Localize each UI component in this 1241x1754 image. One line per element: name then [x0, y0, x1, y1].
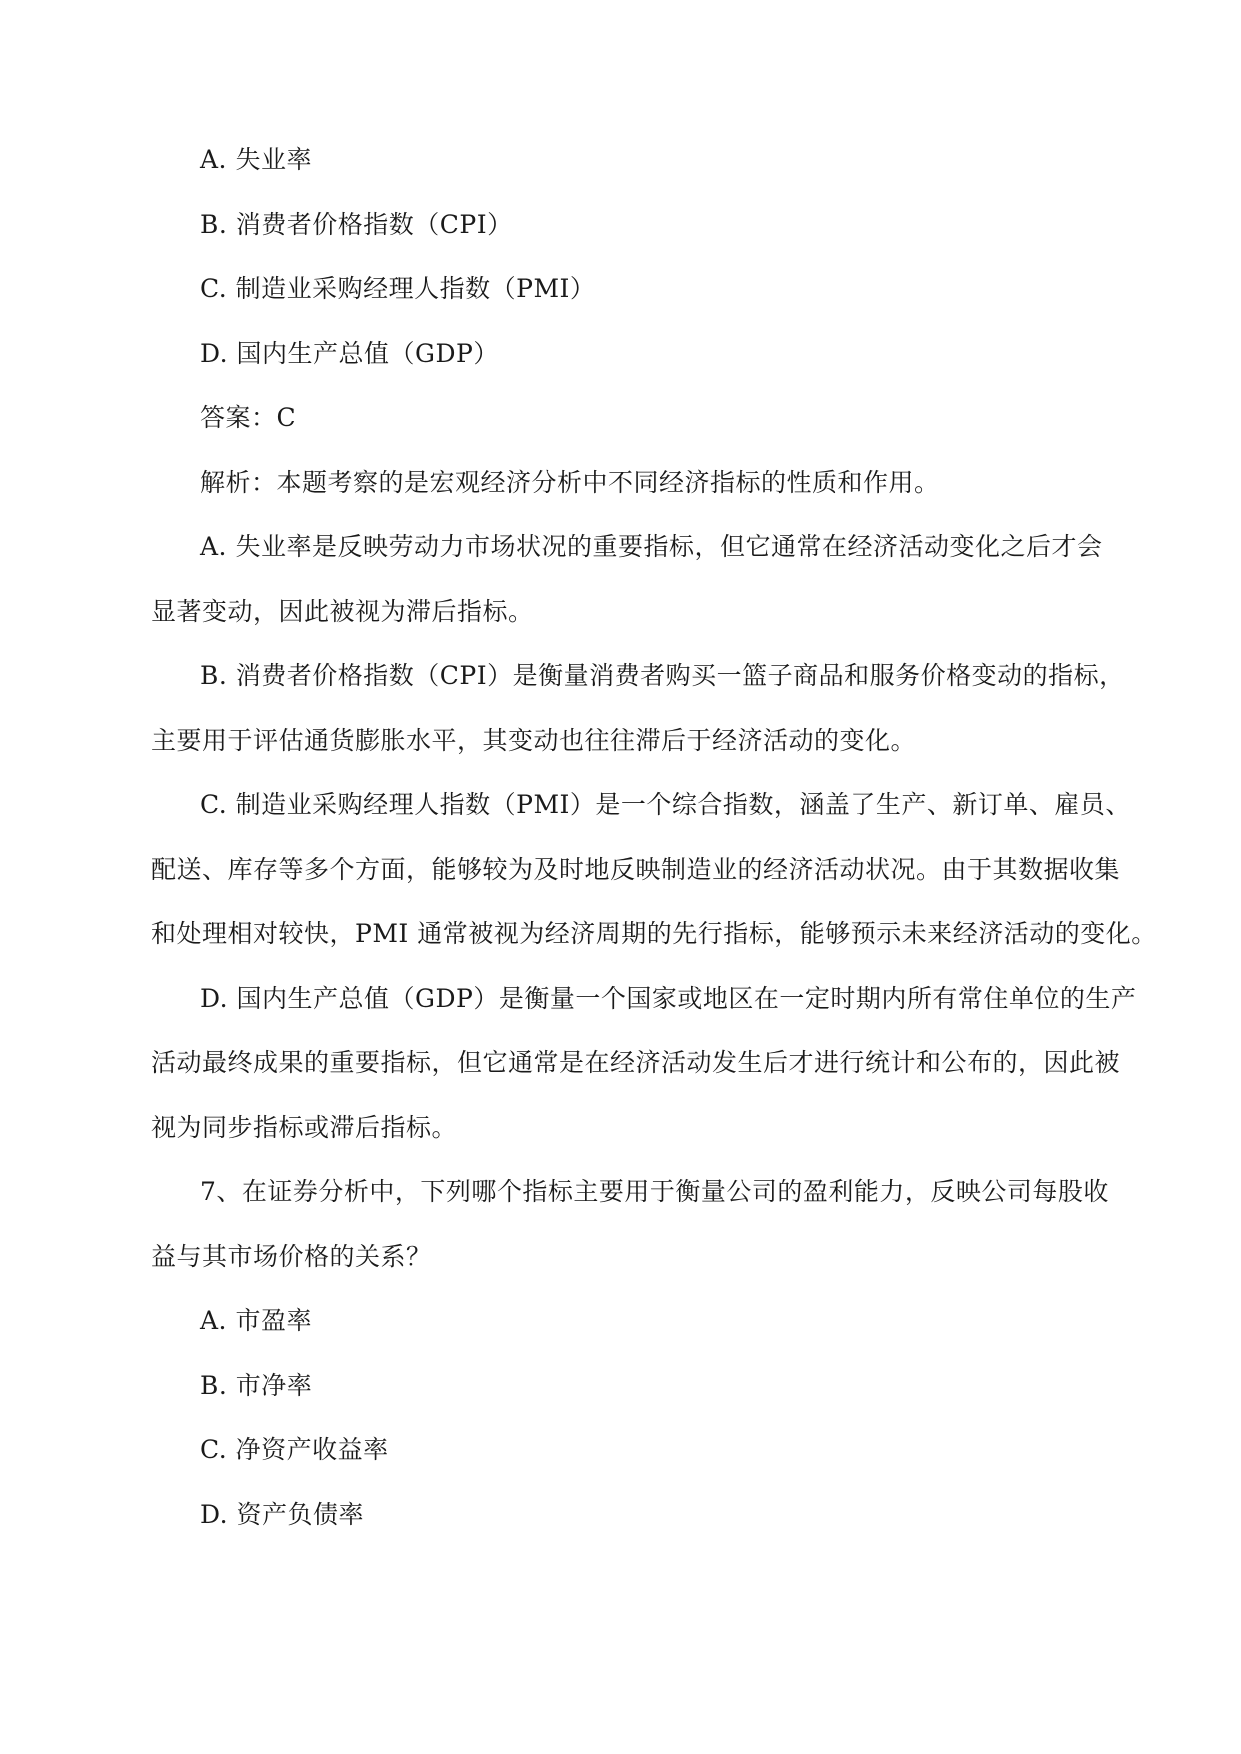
option-a-line: A. 失业率 — [200, 145, 312, 174]
option-c-line: C. 制造业采购经理人指数（PMI） — [200, 274, 596, 303]
analysis-c-line-2: 配送、库存等多个方面，能够较为及时地反映制造业的经济活动状况。由于其数据收集 — [151, 854, 1121, 884]
analysis-d-line-3: 视为同步指标或滞后指标。 — [151, 1112, 458, 1142]
analysis-c-line-1: C. 制造业采购经理人指数（PMI）是一个综合指数，涵盖了生产、新订单、雇员、 — [200, 790, 1131, 819]
q7-option-a-line: A. 市盈率 — [200, 1306, 312, 1335]
analysis-c-line-3: 和处理相对较快，PMI 通常被视为经济周期的先行指标，能够预示未来经济活动的变化。 — [151, 919, 1157, 948]
q7-option-b-line: B. 市净率 — [200, 1370, 313, 1400]
analysis-b-line-2: 主要用于评估通货膨胀水平，其变动也往往滞后于经济活动的变化。 — [151, 725, 917, 755]
analysis-b-line-1: B. 消费者价格指数（CPI）是衡量消费者购买一篮子商品和服务价格变动的指标， — [200, 661, 1125, 690]
analysis-a-line-2: 显著变动，因此被视为滞后指标。 — [151, 596, 534, 626]
question-7-line-2: 益与其市场价格的关系？ — [151, 1241, 432, 1271]
q7-option-c-line: C. 净资产收益率 — [200, 1435, 389, 1464]
option-b-line: B. 消费者价格指数（CPI） — [200, 209, 513, 239]
q7-option-d-line: D. 资产负债率 — [200, 1499, 365, 1529]
answer-line: 答案：C — [200, 403, 297, 432]
option-d-line: D. 国内生产总值（GDP） — [200, 338, 499, 368]
analysis-intro-line: 解析：本题考察的是宏观经济分析中不同经济指标的性质和作用。 — [200, 467, 940, 497]
analysis-d-line-2: 活动最终成果的重要指标，但它通常是在经济活动发生后才进行统计和公布的，因此被 — [151, 1048, 1121, 1077]
question-7-line-1: 7、在证券分析中，下列哪个指标主要用于衡量公司的盈利能力，反映公司每股收 — [200, 1177, 1109, 1206]
analysis-d-line-1: D. 国内生产总值（GDP）是衡量一个国家或地区在一定时期内所有常住单位的生产 — [200, 983, 1137, 1013]
analysis-a-line-1: A. 失业率是反映劳动力市场状况的重要指标，但它通常在经济活动变化之后才会 — [200, 532, 1103, 561]
